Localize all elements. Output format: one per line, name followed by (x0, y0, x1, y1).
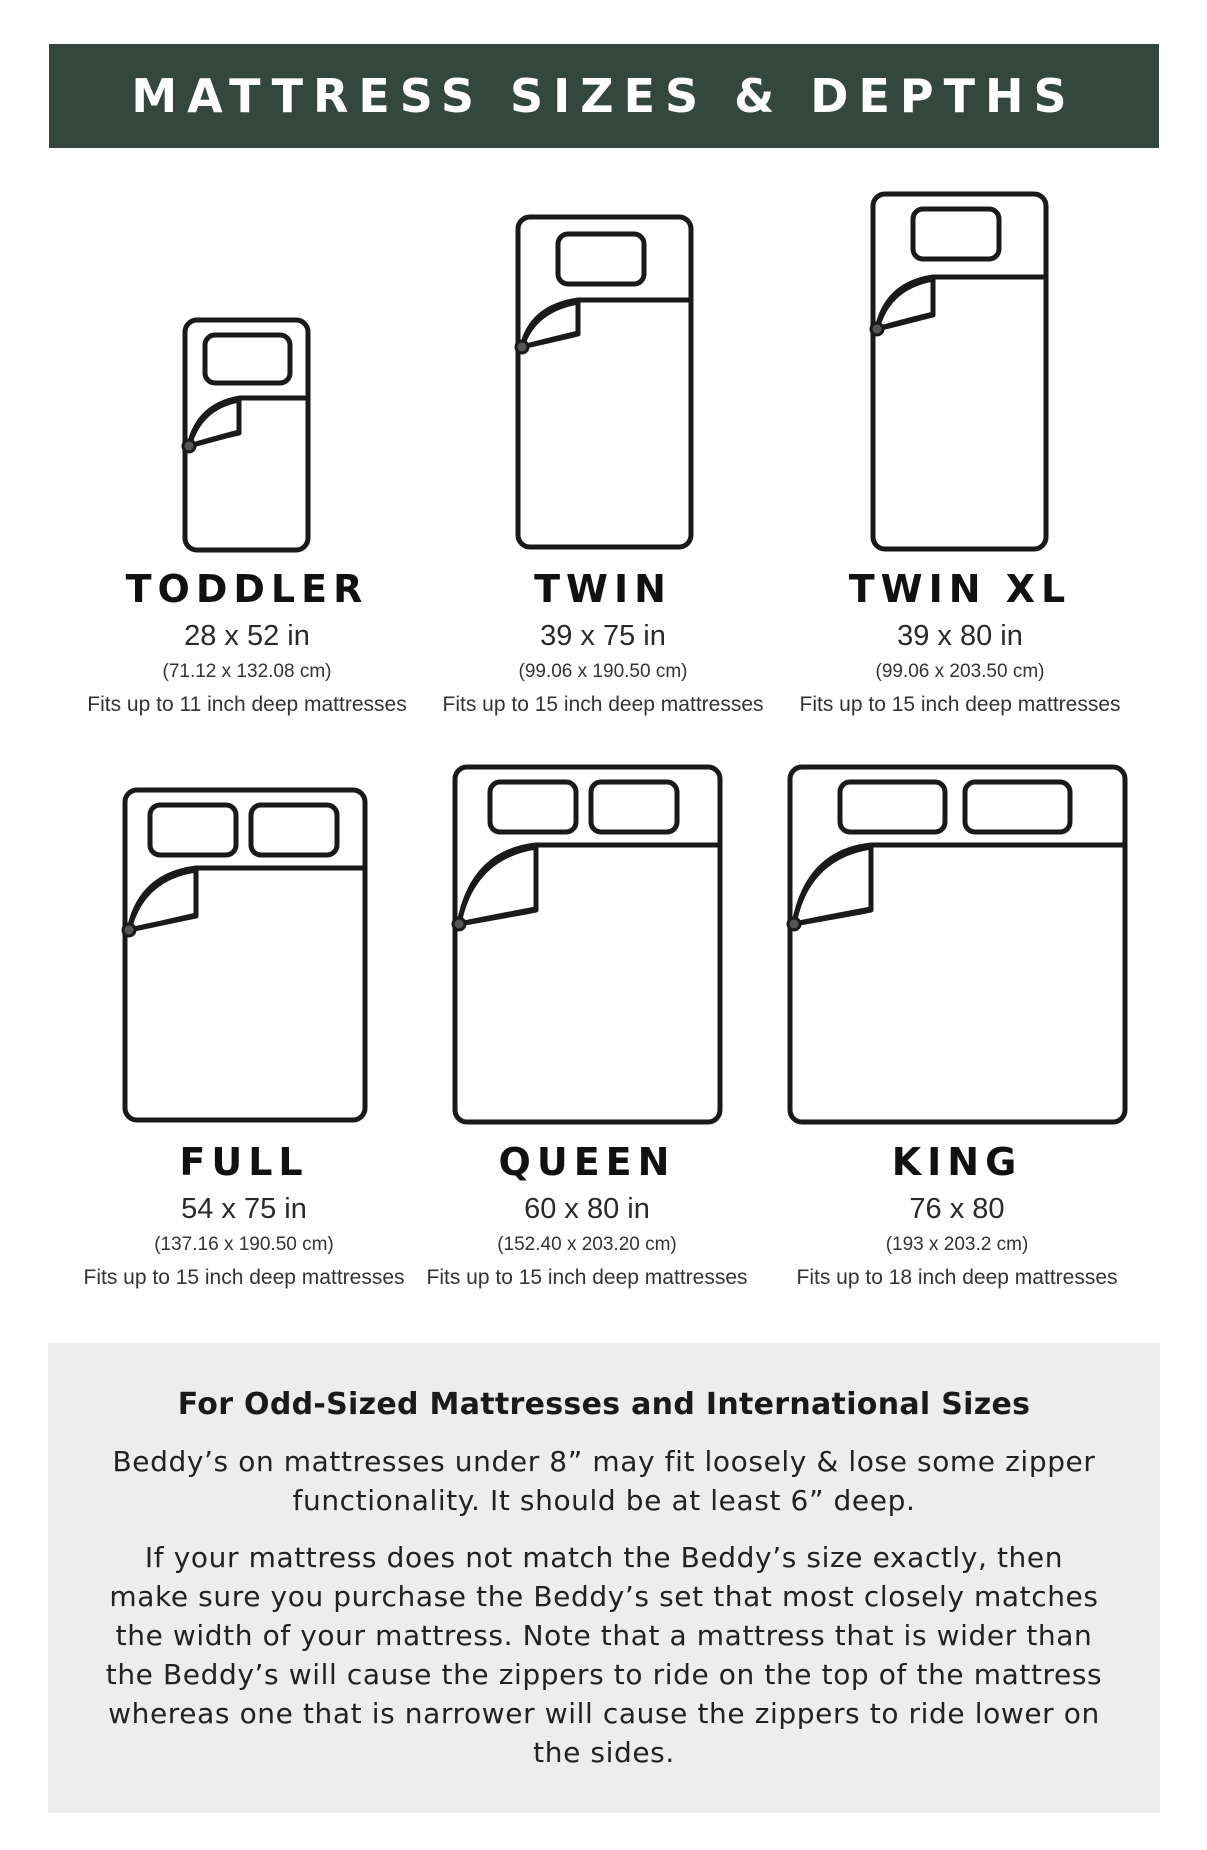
size-card-king (777, 1140, 1137, 1291)
king-bed-icon (785, 762, 1130, 1127)
size-cm: (152.40 x 203.20 cm) (497, 1234, 677, 1255)
size-cm: (71.12 x 132.08 cm) (162, 661, 332, 682)
size-inches: 54 x 75 in (181, 1193, 307, 1225)
title-banner (49, 44, 1159, 148)
info-paragraph-fit: If your mattress does not match the Beddy’s size exactly, then make sure you purchase the Beddy’s set that most closely matches the width of your mattress. Note that a mattress that is wider than the Beddy’s will cause the zippers to ride on the top of the mattress whereas one that is narrower will cause the zippers to ride lower on the sides. (105, 1541, 1103, 1769)
size-card-twin-xl (780, 567, 1140, 718)
size-depth-note: Fits up to 15 inch deep mattresses (442, 693, 764, 716)
size-depth-note: Fits up to 15 inch deep mattresses (426, 1266, 748, 1289)
size-inches: 28 x 52 in (184, 620, 310, 652)
size-card-queen (407, 1140, 767, 1291)
size-inches: 39 x 75 in (540, 620, 666, 652)
odd-size-info-panel (48, 1343, 1160, 1813)
size-name: TODDLER (125, 567, 369, 611)
size-name: FULL (179, 1140, 309, 1184)
queen-bed-icon (450, 762, 725, 1127)
size-cm: (137.16 x 190.50 cm) (154, 1234, 334, 1255)
size-card-twin (423, 567, 783, 718)
info-heading: For Odd-Sized Mattresses and International Sizes (177, 1387, 1031, 1422)
size-depth-note: Fits up to 15 inch deep mattresses (799, 693, 1121, 716)
size-cm: (99.06 x 203.50 cm) (875, 661, 1045, 682)
size-cm: (99.06 x 190.50 cm) (518, 661, 688, 682)
size-name: TWIN XL (848, 567, 1072, 611)
size-name: QUEEN (498, 1140, 676, 1184)
size-inches: 60 x 80 in (524, 1193, 650, 1225)
info-paragraph-depth: Beddy’s on mattresses under 8” may fit loosely & lose some zipper functionality. It should be at least 6” deep. (112, 1445, 1096, 1517)
size-depth-note: Fits up to 18 inch deep mattresses (796, 1266, 1118, 1289)
size-card-toddler (67, 567, 427, 718)
twin-xl-bed-icon (868, 189, 1048, 554)
size-card-full (64, 1140, 424, 1291)
size-cm: (193 x 203.2 cm) (885, 1234, 1029, 1255)
size-depth-note: Fits up to 11 inch deep mattresses (87, 693, 407, 716)
size-inches: 76 x 80 (909, 1193, 1005, 1225)
size-depth-note: Fits up to 15 inch deep mattresses (83, 1266, 405, 1289)
size-name: KING (891, 1140, 1023, 1184)
size-name: TWIN (534, 567, 672, 611)
full-bed-icon (120, 785, 370, 1125)
twin-bed-icon (513, 212, 693, 552)
toddler-bed-icon (180, 315, 315, 555)
size-inches: 39 x 80 in (897, 620, 1023, 652)
page-title: MATTRESS SIZES & DEPTHS (131, 69, 1077, 123)
